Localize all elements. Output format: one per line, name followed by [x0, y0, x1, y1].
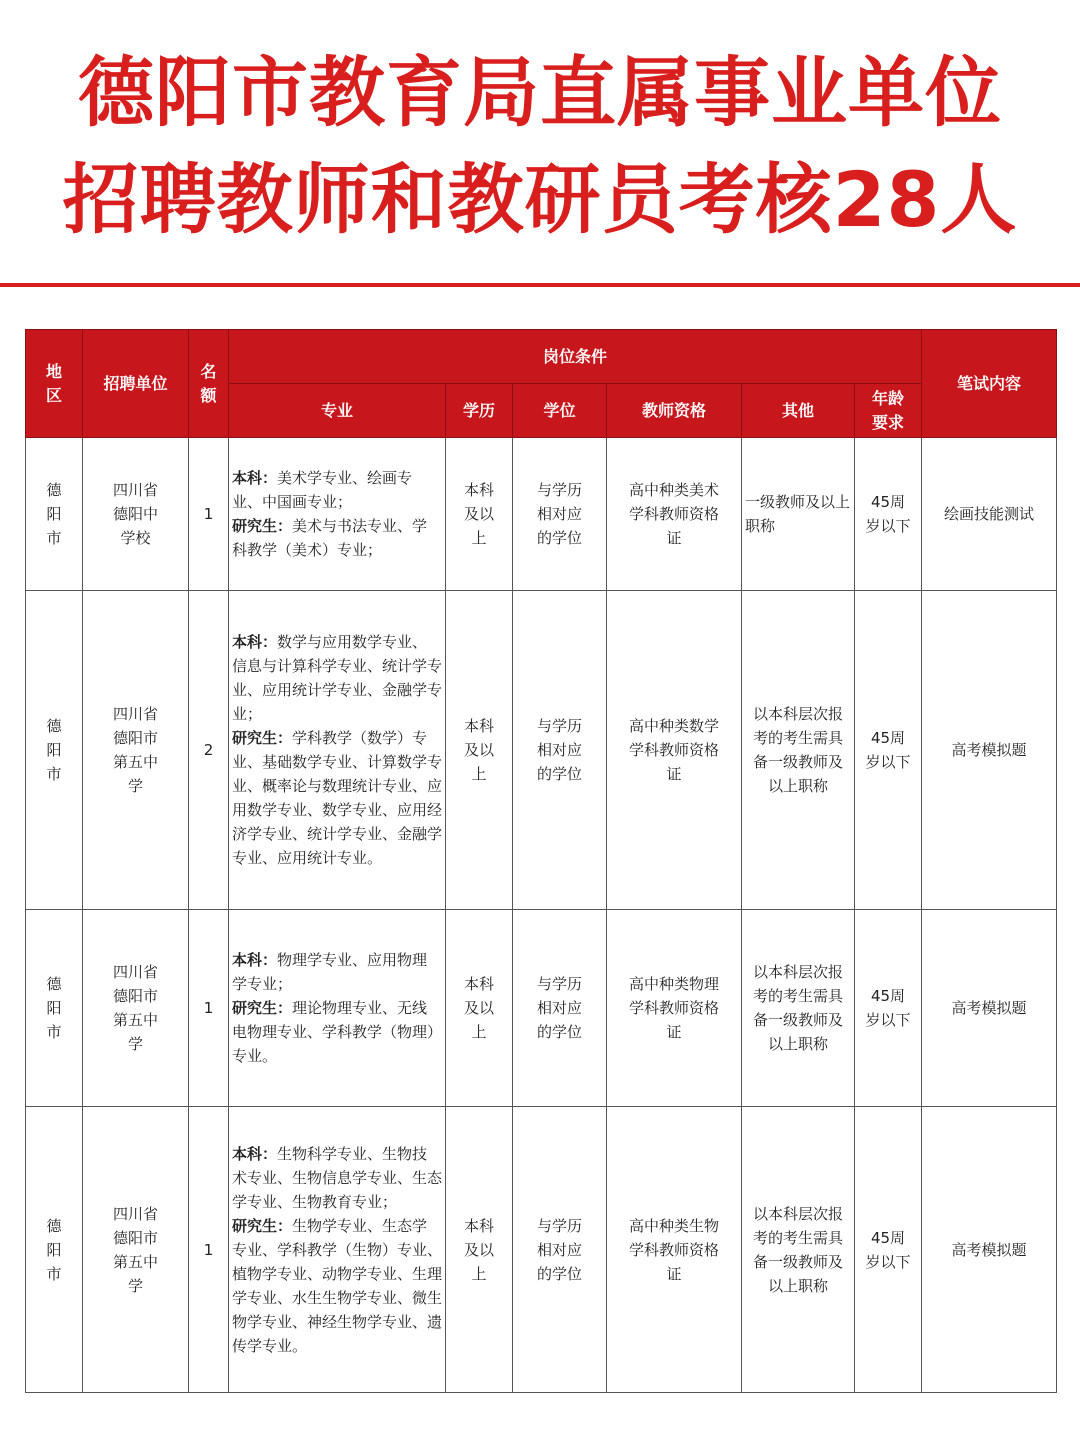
table-row [26, 438, 1057, 591]
cell-other: 以本科层次报考的考生需具备一级教师及以上职称 [742, 910, 855, 1107]
cell-education: 本科及以上 [446, 1107, 513, 1393]
page-title-line-2: 招聘教师和教研员考核28人 [62, 155, 1018, 244]
cell-quota: 1 [189, 910, 229, 1107]
cell-quota: 2 [189, 591, 229, 910]
cell-exam: 高考模拟题 [922, 910, 1057, 1107]
cell-exam: 绘画技能测试 [922, 438, 1057, 591]
cell-exam: 高考模拟题 [922, 591, 1057, 910]
table-row [26, 910, 1057, 1107]
cell-age: 45周岁以下 [855, 591, 922, 910]
cell-age: 45周岁以下 [855, 910, 922, 1107]
header-major: 专业 [229, 384, 446, 438]
table-row [26, 591, 1057, 910]
header-degree: 学位 [513, 384, 607, 438]
cell-other: 一级教师及以上职称 [742, 438, 855, 591]
header-other: 其他 [742, 384, 855, 438]
title-area [0, 0, 1080, 270]
header-unit: 招聘单位 [83, 330, 189, 438]
header-quota: 名额 [189, 330, 229, 438]
cell-quota: 1 [189, 1107, 229, 1393]
header-education: 学历 [446, 384, 513, 438]
title-divider [0, 283, 1080, 287]
cell-major: 本科：美术学专业、绘画专业、中国画专业； 研究生：美术与书法专业、学科教学（美术）专业； [229, 438, 446, 591]
cell-age: 45周岁以下 [855, 1107, 922, 1393]
cell-exam: 高考模拟题 [922, 1107, 1057, 1393]
cell-quota: 1 [189, 438, 229, 591]
cell-age: 45周岁以下 [855, 438, 922, 591]
cell-degree: 与学历相对应的学位 [513, 1107, 607, 1393]
cell-other: 以本科层次报考的考生需具备一级教师及以上职称 [742, 1107, 855, 1393]
cell-education: 本科及以上 [446, 910, 513, 1107]
header-qualification: 教师资格 [607, 384, 742, 438]
cell-degree: 与学历相对应的学位 [513, 910, 607, 1107]
header-region: 地区 [26, 330, 83, 438]
cell-unit: 四川省德阳中学校 [83, 438, 189, 591]
cell-region: 德阳市 [26, 438, 83, 591]
cell-major: 本科：数学与应用数学专业、信息与计算科学专业、统计学专业、应用统计学专业、金融学专业； 研究生：学科教学（数学）专业、基础数学专业、计算数学专业、概率论与数理统计专业、应用数学专业、数学专业、应用经济学专业、统计学专业、金融学专业、应用统计专业。 [229, 591, 446, 910]
cell-qualification: 高中种类生物学科教师资格证 [607, 1107, 742, 1393]
cell-degree: 与学历相对应的学位 [513, 591, 607, 910]
cell-major: 本科：物理学专业、应用物理学专业； 研究生：理论物理专业、无线电物理专业、学科教学（物理）专业。 [229, 910, 446, 1107]
cell-education: 本科及以上 [446, 438, 513, 591]
header-exam: 笔试内容 [922, 330, 1057, 438]
table-row [26, 1107, 1057, 1393]
cell-qualification: 高中种类物理学科教师资格证 [607, 910, 742, 1107]
cell-degree: 与学历相对应的学位 [513, 438, 607, 591]
header-age: 年龄要求 [855, 384, 922, 438]
cell-other: 以本科层次报考的考生需具备一级教师及以上职称 [742, 591, 855, 910]
cell-unit: 四川省德阳市第五中学 [83, 1107, 189, 1393]
cell-region: 德阳市 [26, 591, 83, 910]
cell-unit: 四川省德阳市第五中学 [83, 910, 189, 1107]
recruitment-table [25, 329, 1057, 1393]
cell-qualification: 高中种类数学学科教师资格证 [607, 591, 742, 910]
cell-unit: 四川省德阳市第五中学 [83, 591, 189, 910]
cell-region: 德阳市 [26, 1107, 83, 1393]
header-conditions: 岗位条件 [229, 330, 922, 384]
cell-region: 德阳市 [26, 910, 83, 1107]
page-title-line-1: 德阳市教育局直属事业单位 [78, 48, 1002, 137]
cell-major: 本科：生物科学专业、生物技术专业、生物信息学专业、生态学专业、生物教育专业； 研究生：生物学专业、生态学专业、学科教学（生物）专业、植物学专业、动物学专业、生理学专业、水生生物学专业、微生物学专业、神经生物学专业、遗传学专业。 [229, 1107, 446, 1393]
cell-qualification: 高中种类美术学科教师资格证 [607, 438, 742, 591]
cell-education: 本科及以上 [446, 591, 513, 910]
